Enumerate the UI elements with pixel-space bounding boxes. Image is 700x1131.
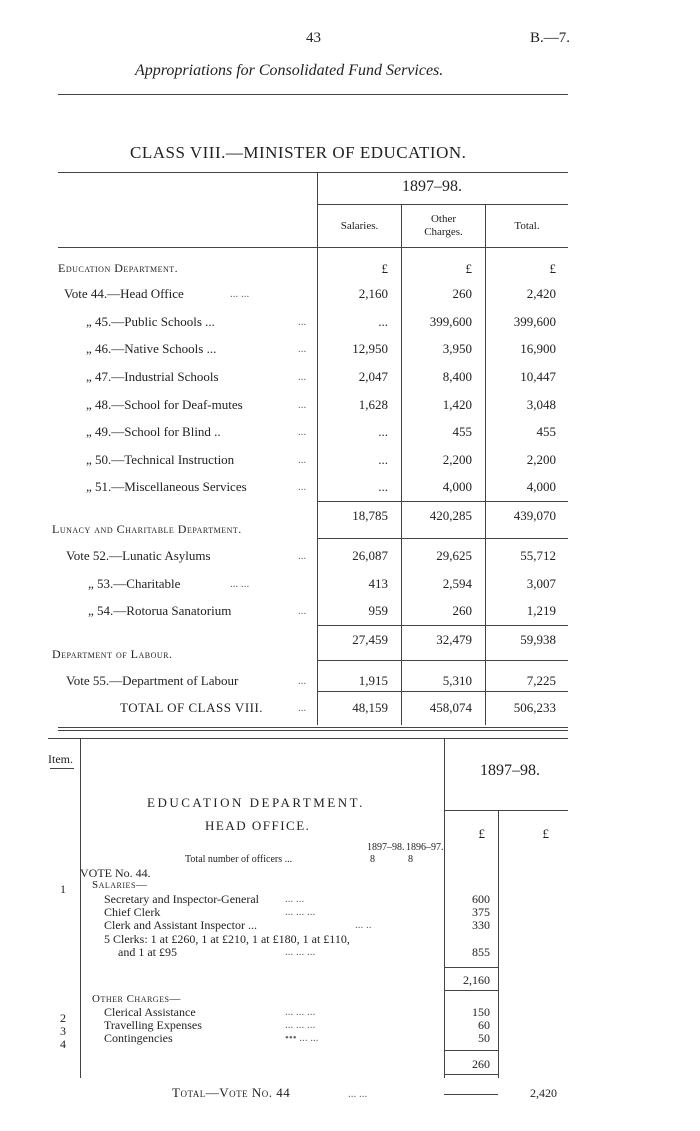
class-total-total: 506,233 bbox=[513, 700, 556, 715]
vote-row-label: „ 51.—Miscellaneous Services bbox=[86, 479, 247, 494]
lunacy-dept-heading: Lunacy and Charitable Department. bbox=[52, 522, 242, 536]
lunacy-row-label: Vote 52.—Lunatic Asylums bbox=[66, 548, 211, 563]
salary-item-label: 5 Clerks: 1 at £260, 1 at £210, 1 at £180, 1 at £110, bbox=[104, 932, 350, 946]
labour-dept-heading: Department of Labour. bbox=[52, 647, 173, 661]
vote-row-total: 2,200 bbox=[526, 452, 556, 467]
lunacy-row-total: 1,219 bbox=[526, 603, 556, 618]
item-header-rule bbox=[50, 768, 74, 769]
lunacy-row-total: 3,007 bbox=[526, 576, 556, 591]
salary-item-dots: ... .. bbox=[355, 919, 372, 931]
salary-item-dots: ... ... ... bbox=[285, 946, 316, 958]
vote-row-total: 455 bbox=[536, 424, 556, 439]
vote-row-dots: ... bbox=[298, 316, 307, 328]
vote-row-total: 3,048 bbox=[526, 397, 556, 412]
other-item-label: Contingencies bbox=[104, 1031, 173, 1045]
vote-row-label: „ 47.—Industrial Schools bbox=[86, 369, 219, 384]
vote-total-label: Total—Vote No. 44 bbox=[172, 1085, 291, 1100]
detail-year-rule bbox=[444, 810, 568, 811]
labour-rule bbox=[317, 660, 568, 661]
lunacy-row-other: 2,594 bbox=[442, 576, 472, 591]
lunacy-row-dots: ... bbox=[298, 550, 307, 562]
lunacy-subtotal-salaries: 27,459 bbox=[352, 632, 388, 647]
lunacy-row-dots: ... ... bbox=[230, 578, 250, 590]
detail-year: 1897–98. bbox=[480, 762, 540, 779]
vote-total-dots: ... ... bbox=[348, 1088, 368, 1100]
class-total-dots: ... bbox=[298, 702, 307, 714]
salary-item-amount: 330 bbox=[472, 918, 490, 932]
other-item-label: Clerical Assistance bbox=[104, 1005, 196, 1019]
summary-year: 1897–98. bbox=[402, 178, 462, 195]
other-item-amount: 60 bbox=[478, 1018, 490, 1032]
labour-vote-total: 7,225 bbox=[526, 673, 556, 688]
vote-row-total: 399,600 bbox=[513, 314, 556, 329]
col-salaries-header: Salaries. bbox=[340, 220, 379, 232]
detail-currency-2: £ bbox=[542, 826, 549, 841]
officers-count-b: 8 bbox=[408, 854, 413, 865]
edu-subtotal-total: 439,070 bbox=[513, 508, 556, 523]
salary-item-label: Secretary and Inspector-General bbox=[104, 892, 260, 906]
lunacy-row-label: „ 54.—Rotorua Sanatorium bbox=[88, 603, 232, 618]
salaries-total-rule bbox=[444, 967, 498, 968]
lunacy-row-dots: ... bbox=[298, 605, 307, 617]
lunacy-row-other: 260 bbox=[452, 603, 472, 618]
lunacy-subtotal-other: 32,479 bbox=[436, 632, 472, 647]
lunacy-row-label: „ 53.—Charitable bbox=[88, 576, 181, 591]
vote-row-salaries: ... bbox=[378, 479, 388, 494]
lunacy-row-total: 55,712 bbox=[520, 548, 556, 563]
vote-row-other: 399,600 bbox=[429, 314, 472, 329]
salary-item-amount: 600 bbox=[472, 892, 490, 906]
header-bottom-rule bbox=[58, 247, 568, 248]
salary-item-dots: ... ... bbox=[285, 893, 305, 905]
class-total-other: 458,074 bbox=[429, 700, 472, 715]
vote-row-other: 4,000 bbox=[442, 479, 472, 494]
header-rule bbox=[58, 94, 568, 95]
vote-row-label: „ 50.—Technical Instruction bbox=[86, 452, 235, 467]
vote-row-other: 1,420 bbox=[442, 397, 472, 412]
vote-row-label: „ 45.—Public Schools ... bbox=[86, 314, 215, 329]
total-rule bbox=[317, 691, 568, 692]
detail-dept-title: EDUCATION DEPARTMENT. bbox=[147, 795, 365, 810]
vote-row-other: 2,200 bbox=[442, 452, 472, 467]
table-top-rule bbox=[58, 172, 568, 173]
salaries-total: 2,160 bbox=[463, 973, 490, 987]
class-total-salaries: 48,159 bbox=[352, 700, 388, 715]
vote-row-label: „ 49.—School for Blind .. bbox=[86, 424, 221, 439]
other-item-number: 2 bbox=[60, 1011, 66, 1025]
item-header: Item. bbox=[48, 752, 73, 766]
salary-item-label: Chief Clerk bbox=[104, 905, 161, 919]
lunacy-row-salaries: 413 bbox=[368, 576, 388, 591]
item-col-divider bbox=[80, 738, 81, 1078]
vote-row-dots: ... bbox=[298, 371, 307, 383]
summary-bottom-rule-1 bbox=[58, 727, 568, 728]
edu-subtotal-other: 420,285 bbox=[429, 508, 472, 523]
other-item-number: 4 bbox=[60, 1037, 66, 1051]
other-item-amount: 150 bbox=[472, 1005, 490, 1019]
vote-row-label: „ 48.—School for Deaf-mutes bbox=[86, 397, 243, 412]
class-total-label: TOTAL OF CLASS VIII. bbox=[120, 700, 264, 715]
vote-row-total: 16,900 bbox=[520, 341, 556, 356]
other-item-label: Travelling Expenses bbox=[104, 1018, 202, 1032]
lunacy-subtotal-total: 59,938 bbox=[520, 632, 556, 647]
year-rule bbox=[317, 204, 568, 205]
vote-row-other: 8,400 bbox=[442, 369, 472, 384]
other-item-amount: 50 bbox=[478, 1031, 490, 1045]
vote-row-other: 3,950 bbox=[442, 341, 472, 356]
salary-item-number: 1 bbox=[60, 882, 66, 896]
vote-total-rule bbox=[444, 1094, 498, 1095]
vote-row-dots: ... bbox=[298, 481, 307, 493]
col-other-header-1: Other bbox=[430, 213, 457, 225]
vote-row-salaries: 12,950 bbox=[352, 341, 388, 356]
salary-item-amount: 375 bbox=[472, 905, 490, 919]
currency-sal: £ bbox=[381, 261, 388, 276]
vote-row-salaries: ... bbox=[378, 424, 388, 439]
other-item-number: 3 bbox=[60, 1024, 66, 1038]
labour-vote-other: 5,310 bbox=[442, 673, 472, 688]
education-dept-heading: Education Department. bbox=[58, 261, 179, 275]
officers-count-a: 8 bbox=[370, 854, 375, 865]
col-other-header-2: Charges. bbox=[424, 226, 463, 238]
vote-row-salaries: 2,047 bbox=[358, 369, 388, 384]
vote-row-salaries: 1,628 bbox=[358, 397, 388, 412]
labour-vote-dots: ... bbox=[298, 675, 307, 687]
currency-tot: £ bbox=[549, 261, 556, 276]
other-charges-total: 260 bbox=[472, 1057, 490, 1071]
vote-row-total: 2,420 bbox=[526, 286, 556, 301]
vote-row-salaries: 2,160 bbox=[358, 286, 388, 301]
class-title: CLASS VIII.—MINISTER OF EDUCATION. bbox=[130, 143, 467, 162]
salary-item-label: Clerk and Assistant Inspector ... bbox=[104, 918, 257, 932]
detail-currency-1: £ bbox=[478, 826, 485, 841]
other-item-dots: ••• ... ... bbox=[285, 1032, 319, 1044]
lunacy-rule bbox=[317, 538, 568, 539]
vote-row-salaries: ... bbox=[378, 314, 388, 329]
other-item-dots: ... ... ... bbox=[285, 1006, 316, 1018]
labour-vote-label: Vote 55.—Department of Labour bbox=[66, 673, 239, 688]
lunacy-subtotal-rule bbox=[317, 625, 568, 626]
lunacy-row-other: 29,625 bbox=[436, 548, 472, 563]
vote-total-amount: 2,420 bbox=[530, 1086, 557, 1100]
officers-year-b: 1896–97. bbox=[406, 842, 444, 853]
other-item-dots: ... ... ... bbox=[285, 1019, 316, 1031]
salary-item-amount: 855 bbox=[472, 945, 490, 959]
summary-bottom-rule-2 bbox=[58, 730, 568, 731]
detail-office-title: HEAD OFFICE. bbox=[205, 818, 311, 833]
labour-vote-salaries: 1,915 bbox=[358, 673, 388, 688]
other-charges-heading: Other Charges— bbox=[92, 993, 181, 1005]
page-number: 43 bbox=[306, 30, 321, 46]
vote-row-label: Vote 44.—Head Office bbox=[64, 286, 184, 301]
vote-row-other: 260 bbox=[452, 286, 472, 301]
lunacy-row-salaries: 26,087 bbox=[352, 548, 388, 563]
lunacy-row-salaries: 959 bbox=[368, 603, 388, 618]
vote-row-label: „ 46.—Native Schools ... bbox=[86, 341, 217, 356]
salaries-heading: Salaries— bbox=[92, 879, 148, 891]
col-total-header: Total. bbox=[514, 220, 540, 232]
amount-col-divider-2 bbox=[498, 810, 499, 1078]
document-code: B.—7. bbox=[530, 30, 571, 46]
vote-row-dots: ... ... bbox=[230, 288, 250, 300]
other-total-rule bbox=[444, 1050, 498, 1051]
edu-subtotal-rule bbox=[317, 501, 568, 502]
vote-heading: VOTE No. 44. bbox=[80, 866, 151, 880]
vote-row-total: 10,447 bbox=[520, 369, 556, 384]
vote-row-other: 455 bbox=[452, 424, 472, 439]
other-total-bottom-rule bbox=[444, 1074, 498, 1075]
detail-top-rule bbox=[48, 738, 568, 739]
running-title: Appropriations for Consolidated Fund Services. bbox=[135, 62, 444, 79]
vote-row-total: 4,000 bbox=[526, 479, 556, 494]
vote-row-dots: ... bbox=[298, 426, 307, 438]
salary-item-label: and 1 at £95 bbox=[118, 945, 177, 959]
officers-label: Total number of officers ... bbox=[185, 854, 293, 865]
vote-row-dots: ... bbox=[298, 454, 307, 466]
officers-year-a: 1897–98. bbox=[367, 842, 405, 853]
salaries-total-bottom-rule bbox=[444, 990, 498, 991]
salary-item-dots: ... ... ... bbox=[285, 906, 316, 918]
edu-subtotal-salaries: 18,785 bbox=[352, 508, 388, 523]
vote-row-dots: ... bbox=[298, 343, 307, 355]
vote-row-salaries: ... bbox=[378, 452, 388, 467]
vote-row-dots: ... bbox=[298, 399, 307, 411]
currency-oth: £ bbox=[465, 261, 472, 276]
